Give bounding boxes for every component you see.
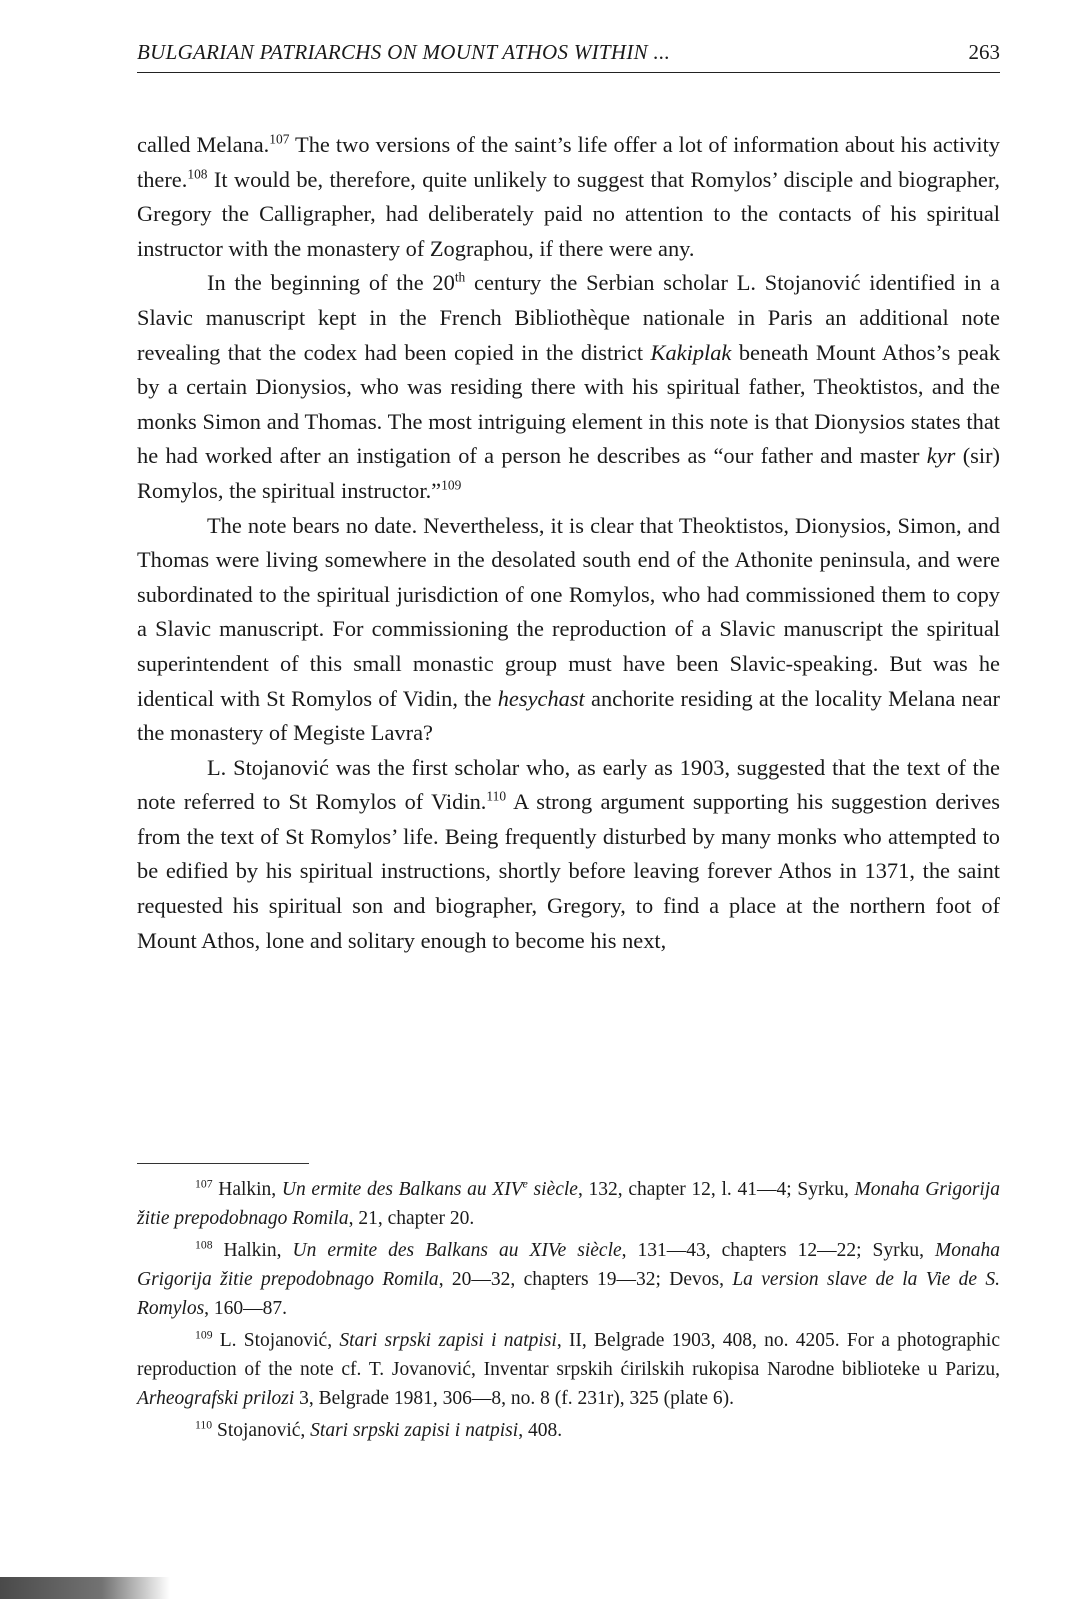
italic-title: Monaha Grigorija žitie prepodobnago Romila — [137, 1179, 1000, 1229]
italic-title — [282, 1179, 578, 1200]
footnote-109 — [137, 1326, 1000, 1413]
header-rule — [137, 72, 1000, 73]
paragraph-4 — [137, 751, 1000, 959]
text-run: The two versions of the saint’s life offer a lot of information about his activity there. — [137, 132, 1000, 192]
text-run: , 20—32, chapters 19—32; Devos, — [438, 1269, 733, 1290]
text-run: In the beginning of the 20 — [207, 270, 455, 296]
body-text — [137, 128, 1000, 958]
footnote-ref-107[interactable]: 107 — [269, 131, 290, 147]
text-run: called Melana. — [137, 132, 270, 157]
footnote-107 — [137, 1175, 1000, 1233]
text-run: L. Stojanović, — [212, 1330, 340, 1351]
italic-title: Monaha Grigorija žitie prepodobnago Romila — [137, 1240, 1000, 1290]
text-run: , 160—87. — [204, 1298, 288, 1319]
text-run: The note bears no date. Nevertheless, it is clear that Theoktistos, Dionysios, Simon, and Thomas were living somewhere in the desolated south end of the Athonite peninsula, and were subordinated to the spiritual jurisdiction of one Romylos, who had commissioned them to copy a Slavic manuscript. For commissioning the reproduction of a Slavic manuscript the spiritual superintendent of this small monastic group must have been Slavic-speaking. But was he identical with St Romylos of Vidin, the — [137, 512, 1000, 711]
text-run: century the Serbian scholar L. Stojanović identified in a Slavic manuscript kept in the French Bibliothèque nationale in Paris an additional note revealing that the codex had been copied in the district — [137, 270, 1000, 365]
ordinal-suffix: th — [454, 269, 466, 285]
italic-title: Stari srpski zapisi i natpisi — [310, 1420, 519, 1441]
text-run: , 21, chapter 20. — [348, 1208, 475, 1229]
italic-term: Kakiplak — [650, 339, 732, 365]
text-run: Halkin, — [212, 1179, 282, 1200]
text-run: , II, Belgrade 1903, 408, no. 4205. For a photographic reproduction of the note cf. T. Jovanović, Inventar srpskih ćirilskih rukopisa Narodne biblioteke u Parizu, — [137, 1330, 1000, 1380]
footnote-number: 107 — [195, 1177, 213, 1191]
text-run: , 408. — [518, 1420, 563, 1441]
page-number: 263 — [968, 40, 1000, 64]
paragraph-1 — [137, 128, 1000, 266]
footnotes — [137, 1175, 1000, 1448]
text-run: (sir) Romylos, the spiritual instructor.” — [137, 443, 1000, 503]
italic-title: Stari srpski zapisi i natpisi — [339, 1330, 557, 1351]
paragraph-3 — [137, 509, 1000, 751]
text-run: It would be, therefore, quite unlikely to suggest that Romylos’ disciple and biographer, Gregory the Calligrapher, had deliberately paid no attention to the contacts of his spiritual instructor with the monastery of Zographou, if there were any. — [137, 166, 1000, 261]
text-run: A strong argument supporting his suggestion derives from the text of St Romylos’ life. Being frequently disturbed by many monks who attempted to be edified by his spiritual instructions, shortly before leaving forever Athos in 1371, the saint requested his spiritual son and biographer, Gregory, to find a place at the northern foot of Mount Athos, lone and solitary enough to become his next, — [137, 789, 1000, 953]
footnote-rule — [137, 1163, 309, 1164]
italic-title: Arheografski prilozi — [137, 1388, 295, 1409]
footnote-110 — [137, 1416, 1000, 1445]
text-run: , 131—43, chapters 12—22; Syrku, — [621, 1240, 935, 1261]
footnote-number: 109 — [195, 1328, 213, 1342]
running-header — [137, 40, 1000, 65]
text-run: Stojanović, — [212, 1420, 311, 1441]
text-run: L. Stojanović was the first scholar who, as early as 1903, suggested that the text of the note referred to St Romylos of Vidin. — [137, 754, 1000, 815]
footnote-number: 110 — [195, 1418, 213, 1432]
text-run: 3, Belgrade 1981, 306—8, no. 8 (f. 231r), 325 (plate 6). — [294, 1388, 735, 1409]
italic-title: La version slave de la Vie de S. Romylos — [137, 1269, 1001, 1319]
footnote-ref-110[interactable]: 110 — [486, 788, 507, 804]
footnote-108 — [137, 1236, 1000, 1323]
paragraph-2 — [137, 266, 1000, 508]
footnote-number: 108 — [195, 1238, 213, 1252]
italic-term: hesychast — [497, 685, 585, 711]
text-run: siècle — [527, 1179, 578, 1200]
text-run: , 132, chapter 12, l. 41—4; Syrku, — [577, 1179, 855, 1200]
text-run: Un ermite des Balkans au XIV — [281, 1179, 523, 1200]
scan-edge-shadow — [0, 1577, 170, 1599]
footnote-ref-109[interactable]: 109 — [441, 477, 462, 493]
text-run: anchorite residing at the locality Melana near the monastery of Megiste Lavra? — [137, 685, 1000, 746]
text-run: beneath Mount Athos’s peak by a certain Dionysios, who was residing there with his spiritual father, Theoktistos, and the monks Simon and Thomas. The most intriguing element in this note is that Dionysios states that he had worked after an instigation of a person he describes as “our father and master — [137, 339, 1001, 469]
footnote-ref-108[interactable]: 108 — [187, 166, 208, 182]
text-run: Halkin, — [212, 1240, 293, 1261]
running-title: BULGARIAN PATRIARCHS ON MOUNT ATHOS WITHIN ... — [137, 40, 671, 64]
italic-title: Un ermite des Balkans au XIVe siècle — [292, 1240, 622, 1261]
superscript: e — [522, 1177, 528, 1191]
italic-term: kyr — [926, 443, 956, 469]
